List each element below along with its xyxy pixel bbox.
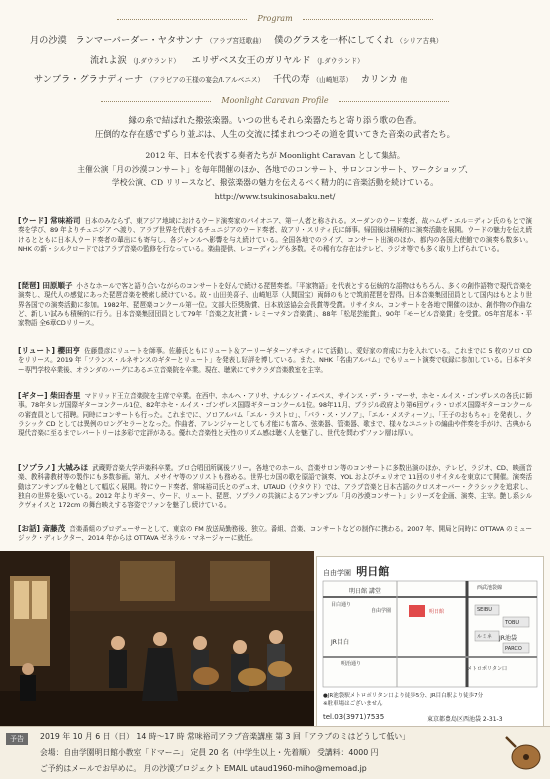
bio-text: マドリッド王立音楽院を主席で卒業。在西中、ホルヘ・アリサ、ナルシソ・イエペス、サインス・デ・ラ・マーサ、ホセ・ルイス・ゴンザレスの各氏に師事。78年タレガ国際ギターコンクール1位、82年ホセ・ルイス・ゴンザレス国際ギターコンクール1位。98年11月、ブラジル政府より第6回ヴィラ・ロボス国際ギターコンクールの審査員として招聘。同時にコンサートも行った。これまでに、ソロアルバム「エル・ラストロ」、「パラ・ス・ソノア」、「エル・メスティーソ」、「王子のおもちゃ」を発表し、クラシック CD としては異例のロングセラーとなった。作曲者、アレンジャーとしても才能にも富み、弦楽器、管楽器、歌まで、様々なユニットの編曲や伴奏を手がけ、古典から現代音楽に至るまでレパートリーは多彩で定評がある。優れた音楽性と天性のリズム感は聴く人を魅了し、世代を問わずファン層は厚い。 (18, 392, 532, 438)
program-item: ランマーバーダー・ヤタサンナ (75, 35, 204, 46)
program-note: （J.ダウランド） (313, 57, 364, 65)
program-note: 他 (400, 76, 408, 84)
bio-tag: [琵琶] 田原順子 (18, 281, 73, 290)
bio-text: 小さなホールで客と語り合いながらのコンサートを好んで続ける琵琶奏者。「平家物語」を代表とする伝統的な語物はもちろん、多くの創作語物で現代音楽を演奏し、現代人の感覚にあった琵琶音楽を模索し続けている。故・山田美喜子、山崎旭萃（人間国宝）両師のもとで筑前琵琶を習得。日本音楽集団団員として国内はもとより世界各国での演奏活動に参加。1982年、琵琶楽コンクール第一位。文部大臣奨励賞、日本放送協会会長賞等受賞。リサイタル、コンサートを各地で開催のほか、創作物の作曲など、新しい試みも積極的に行う。日本音楽集団団員として79年「音楽之友社賞・レミーマタン音楽賞」、88年「松尾芸能賞」、90年「モービル音楽賞」を受賞。05年宮尾本・平家物語 全6章CDリリース。 (18, 282, 532, 328)
map-label: ルミネ (477, 634, 493, 640)
program-item: エリザベス女王のガリヤルド (191, 55, 311, 66)
profile-lead-line: 縁の糸で結ばれた撥弦楽器。いつの世もそれら楽器たちと寄り添う歌の色香。 (128, 115, 422, 125)
map-label: JR目白 (331, 639, 349, 646)
profile-lead (40, 113, 510, 141)
bio-tag: [ウード] 常味裕司 (18, 216, 81, 225)
announcement-line-1: 2019 年 10 月 6 日（日） 14 時〜17 時 常味裕司アラブ音楽講座 第 3 回「アラブのミはどうして低い」 (40, 732, 410, 741)
program-note: （アラブ宮廷歌曲） (206, 37, 266, 45)
map-label: 自由学園 (371, 608, 392, 614)
performance-photo (0, 551, 314, 726)
profile-summary (40, 149, 510, 203)
profile-lead-line: 圧倒的な存在感でずらり並ぶは、人生の交流に揉まれつつその道を貫いてきた音楽の武者たち。 (95, 129, 455, 139)
program-item: 僕のグラスを一杯にしてくれ (274, 35, 394, 46)
program-heading: Program (0, 14, 550, 23)
bio-talk (18, 524, 532, 544)
map-tel: tel.03(3971)7535 (323, 713, 385, 721)
oud-icon (504, 733, 544, 773)
performance-photo-illustration (0, 551, 314, 726)
venue-map (316, 556, 544, 728)
program-row-2 (90, 52, 550, 66)
program-note: （アラビアの王様の宴会/I.アルベニス） (145, 76, 265, 84)
bio-biwa (18, 281, 532, 328)
bio-lute (18, 346, 532, 375)
program-item: カリンカ (360, 74, 398, 85)
map-access: ●JR池袋駅メトロポリタン口より徒歩5分、JR目白駅より徒歩7分 ※駐車場はございません (323, 693, 484, 707)
bio-tag: [リュート] 櫻田亨 (18, 346, 81, 355)
announcement-line-2: 会場：自由学園明日館小教室「ドマーニ」 定員 20 名（中学生以上・先着順） 受講料：4000 円 (40, 748, 379, 757)
map-label: 明治通り (341, 661, 362, 667)
bio-tag: [ソプラノ] 大城みほ (18, 463, 89, 472)
profile-summary-line: 2012 年、日本を代表する奏者たちが Moonlight Caravan として集結。 (145, 151, 405, 160)
program-row-3 (34, 71, 534, 85)
map-label: PARCO (505, 646, 522, 652)
bio-tag: [お話] 斎藤茂 (18, 524, 66, 533)
bio-soprano (18, 463, 532, 510)
map-label-venue: 明日館 講堂 (349, 588, 381, 595)
map-label: TOBU (505, 620, 520, 626)
program-note: （山崎旭萃） (312, 76, 353, 84)
map-label: JR池袋 (499, 635, 517, 642)
map-label: 目白通り (331, 602, 352, 608)
program-row-1 (30, 32, 530, 46)
profile-heading: Moonlight Caravan Profile (0, 96, 550, 105)
bio-tag: [ギター] 柴田杏里 (18, 391, 81, 400)
map-address: 東京都豊島区西池袋 2-31-3 (427, 716, 503, 723)
profile-summary-line: 学校公演、CD リリースなど、撥弦楽器の魅力を伝えるべく精力的に音楽活動を続けている。 (111, 178, 439, 187)
bio-oud (18, 216, 532, 254)
bio-text: 武蔵野音楽大学声楽科卒業。プロ合唱団所属後フリー。各地でのホール、音楽サロン等のコンサートに多数出演のほか、テレビ、ラジオ、CD、映画音楽、教科書教材等の製作にも多数参画。第九、メサイヤ等のソリストも務める。世界七カ国の歌を原語で演奏、YOL およびチェリオで 11回のリサイタルを東京にて開催。演奏活動はアンサンブルを軸として幅広く展開。特にウード奏者、常味裕司氏とのデュオ、UTAUD（ウタウド）では、アラブ音楽と日本古謡のクロスオーバー・クラシックを追求し、独自の世界を築いている。2012 年よりギター、ウード、リュート、琵琶、ソプラノの共演によるアンサンブル「月の沙漠コンサート」シリーズを企画、演奏、主宰。艶し系シルクヴォイスと 172cm の舞台映えする容姿でファンを魅了し続けている。 (18, 464, 532, 510)
bio-text: 日本のみならず、東アジア地域におけるウード演奏家のパイオニア、第一人者と称される。スーダンのウード奏者、故ハムザ・エル＝ディン氏のもとで演奏を学び、89 年よりチュニジア へ渡り、アラブ世界を代表するチュニジアのウード奏者、故アリ・スリティ氏に師事。帰国後は積極的に演奏活動を展開。ウードの魅力を伝え続けるとともに日本人ウード奏者の輩出にも寄与し、各ジャンルへ影響を与え続けている。全国各地でのライブ、コンサート出演のほか、都内の各国大使館での演奏も数多い。NHK の新・シルクロードではアラブ音楽の監修を行なっている。楽曲提供、レコーディングも多数。その稀有な存在はテレビ、ラジオ等でも多く取り上げられている。 (18, 217, 532, 253)
program-note: （シリア古典） (396, 37, 443, 45)
profile-summary-line: 主催公演「月の沙漠コンサート」を毎年開催のほか、各地でのコンサート、サロンコンサート、ワークショップ、 (77, 164, 473, 174)
program-note: （J.ダウランド） (129, 57, 180, 65)
website-link[interactable]: http://www.tsukinosabaku.net/ (214, 191, 336, 201)
program-item: 千代の寿 (272, 74, 310, 85)
announcement-line-3: ご予約はメールでお早めに。 月の沙漠プロジェクト EMAIL utaud1960-miho@memoad.jp (40, 764, 367, 773)
program-item: 流れよ涙 (90, 55, 127, 66)
map-label: 明日館 (429, 609, 445, 615)
program-item: 月の沙漠 (30, 35, 67, 46)
map-header: 自由学園 明日館 (323, 565, 390, 578)
bio-guitar (18, 391, 532, 438)
announcement-badge: 予告 (6, 733, 28, 745)
bio-text: 佐藤豊彦にリュートを師事。佐藤氏ともにリュート＆アーリーギターソサエティにて活動し、愛好家の育成に力を入れている。これまでに 5 枚のソロ CD をリリース。2019 年「フランス・ルネサンスのギターとリュート」を発表し好評を博している。また、NHK「名曲アルバム」でもリュート演奏で収録に参加している。日本ギター専門学校卒業後、オランダのハーグにあるエ立音楽院を卒業。現在、聴衆にてサクラダ音楽教室を主宰。 (18, 347, 532, 374)
map-label: SEIBU (477, 607, 492, 613)
map-label: メトロポリタン口 (467, 666, 508, 672)
map-label: 西武池袋線 (477, 585, 503, 591)
program-item: サンブラ・グラナディーナ (34, 74, 144, 85)
bio-text: 音楽番組のプロデューサーとして、東京の FM 放送局勤務後、独立。番組、音楽、コンサートなどの制作に携わる。2007 年、開局と同時に OTTAVA のミュージック・ディレクター、2014 年からは OTTAVA ゼネラル・マネージャーに就任。 (18, 525, 532, 543)
announcement-footer (0, 726, 550, 779)
